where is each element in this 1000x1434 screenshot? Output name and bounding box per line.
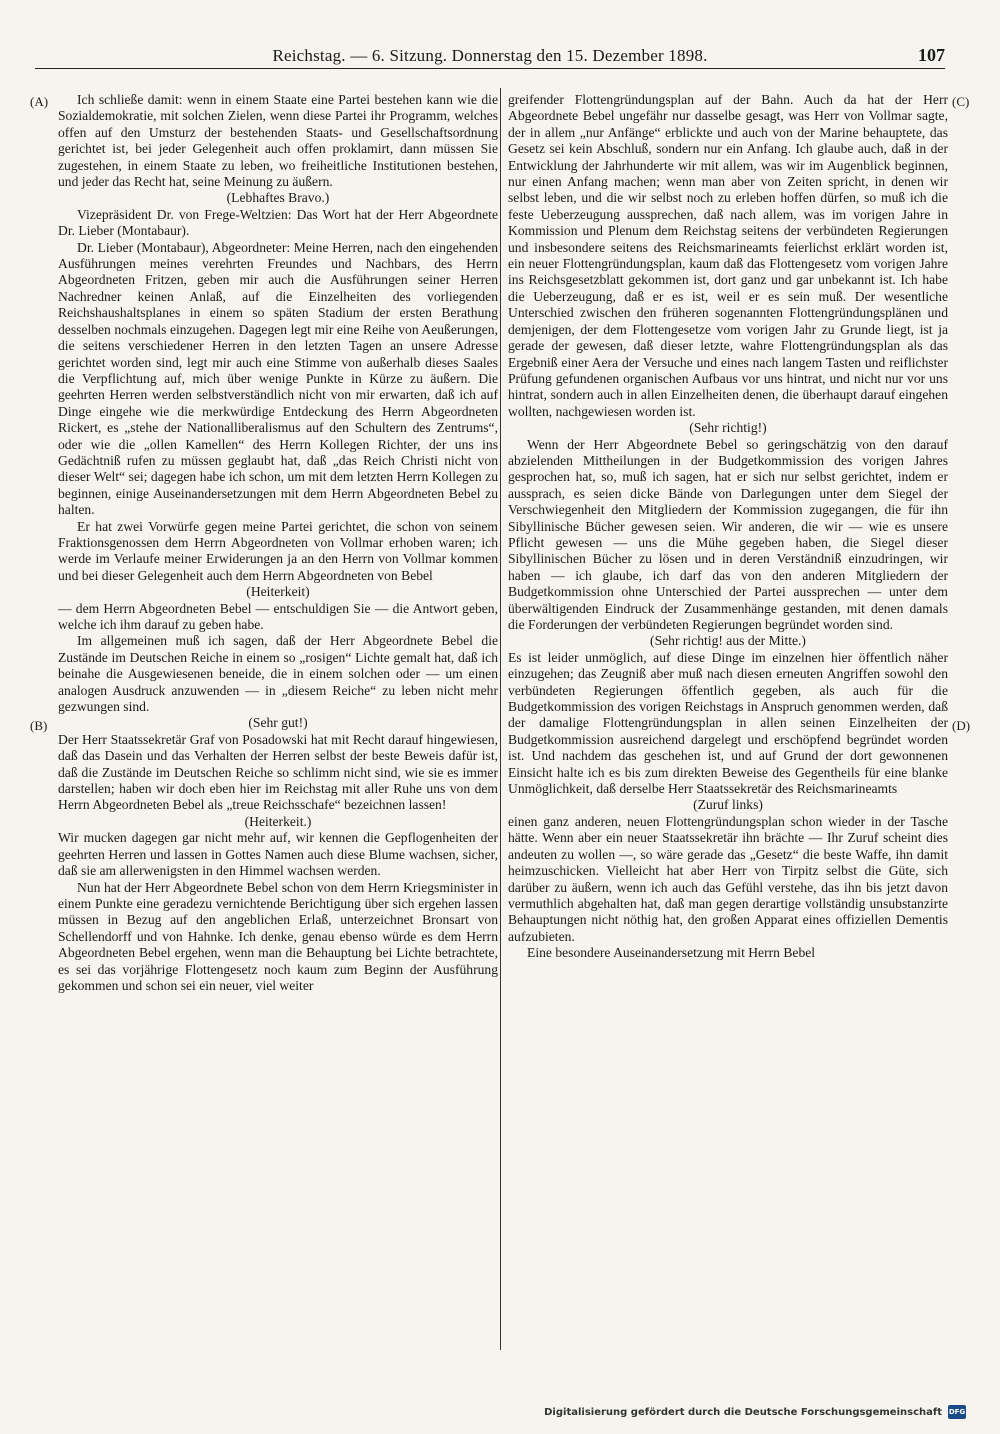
interjection: (Sehr richtig!): [689, 420, 767, 436]
running-header: [35, 46, 945, 69]
interjection: (Sehr gut!): [248, 715, 308, 731]
paragraph: einen ganz anderen, neuen Flottengründungsplan schon wieder in der Tasche hätte. Wenn aber ein neuer Staatssekretär ihn brächte — Ihr Zuruf scheint dies andeuten zu wollen —, so wäre gerade das „Gesetz“ die beste Waffe, ihn damit heimzuschicken. Vielleicht hat aber Herr von Tirpitz selbst die Güte, sich darüber zu äußern, wenn ich auch das Gefühl verstehe, das ihn bis jetzt davon vermuthlich abgehalten hat, daß man gegen derartige vollständig unsubstanzirte Behauptungen nicht nöthig hat, den großen Apparat eines offiziellen Dementis aufzubieten.: [508, 813, 948, 944]
paragraph: Vizepräsident Dr. von Frege-Weltzien: Das Wort hat der Herr Abgeordnete Dr. Lieber (Montabaur).: [58, 206, 498, 239]
margin-marker-d: (D): [952, 718, 971, 733]
paragraph: greifender Flottengründungsplan auf der Bahn. Auch da hat der Herr Abgeordnete Bebel ungefähr nur dasselbe gesagt, was Herr von Vollmar sagte, der in allem „nur Anfänge“ erblickte und auch von der Marine behauptete, das Gesetz sei kein Abschluß, sondern nur ein Anfang. Ich glaube auch, daß in der Entwicklung der Jahrhunderte wir mit allem, was wir im Augenblick beginnen, nur einen Anfang machen; wenn man aber von Zeiten spricht, in denen wir selbst leben, und die wir selbst noch zu erleben hoffen dürfen, so muß ich die feste Ueberzeugung aussprechen, daß nach allem, was im vorigen Jahre in Kommission und Plenum dem Reichstag seitens der verbündeten Regierungen und insbesondere seitens des Reichsmarineamts feierlichst erklärt worden ist, ein neuer Flottengründungsplan, kaum daß das Flottengesetz vom vorigen Jahre ins Reichsgesetzblatt gekommen ist, dort ganz und gar unbekannt ist. Ich habe die Ueberzeugung, daß er es ist, weil er es sein muß. Der wesentliche Unterschied zwischen den früheren sogenannten Flottengründungsplänen und demjenigen, der dem Flottengesetze vom vorigen Jahr zu Grunde liegt, ist ja gerade der gewesen, daß dieser letzte, wahre Flottengründungsplan als das Ergebniß einer Aera der Versuche und eines nach langem Tasten und reiflichster Prüfung gefundenen organischen Aufbaus vor uns hintrat, und nicht nur vor uns hintrat, sondern auch in allen Einzelheiten denen, die überhaupt darauf eingehen wollten, nachgewiesen worden ist.: [508, 92, 948, 419]
interjection: (Zuruf links): [693, 797, 763, 813]
paragraph: Dr. Lieber (Montabaur), Abgeordneter: Meine Herren, nach den eingehenden Ausführungen meines verehrten Freundes und Nachbars, des Herrn Abgeordneten Fritzen, geben mir auch die Ausführungen seiner Herren Nachredner keinen Anlaß, auf die Einzelheiten des vorliegenden Reichshaushaltsplanes in einem so späten Stadium der ersten Berathung desselben nochmals einzugehen. Dagegen legt mir eine Reihe von Aeußerungen, die seitens verschiedener Herren in den letzten Tagen an unsere Adresse gerichtet worden sind, legt mir auch eine Stimme von außerhalb dieses Saales die Verpflichtung auf, mich über wenige Punkte in Kürze zu äußern. Die geehrten Herren werden selbstverständlich nicht von mir erwarten, daß ich auf Dinge eingehe wie die merkwürdige Entdeckung des Herrn Abgeordneten Rickert, es „stehe der Nationalliberalismus auf den Schultern des Zentrums“, oder wie die „ollen Kamellen“ des Herrn Kollegen Richter, der uns ins Gedächtniß rufen zu müssen geglaubt hat, daß „das Reich Christi nicht von dieser Welt“ sei; dagegen habe ich schon, um mit dem letzten Herrn Kollegen zu beginnen, einige Auseinandersetzungen mit dem Herrn Abgeordneten Bebel zu halten.: [58, 239, 498, 518]
paragraph: Im allgemeinen muß ich sagen, daß der Herr Abgeordnete Bebel die Zustände im Deutschen Reiche in einem so „rosigen“ Lichte gemalt hat, daß ich beinahe die Ausgewiesenen beneide, die in einem solchen oder — um einen analogen Ausdruck anzuwenden — in „diesem Reiche“ zu leben nicht mehr gezwungen sind.: [58, 633, 498, 715]
interjection: (Heiterkeit): [246, 584, 310, 600]
paragraph: — dem Herrn Abgeordneten Bebel — entschuldigen Sie — die Antwort geben, welche ich ihm darauf zu geben habe.: [58, 600, 498, 632]
paragraph: Ich schließe damit: wenn in einem Staate eine Partei bestehen kann wie die Sozialdemokratie, mit solchen Zielen, wenn diese Partei ihr Programm, welches offen auf den Umsturz der bestehenden Staats- und Gesellschaftsordnung gerichtet ist, bei jeder Gelegenheit auch offen proklamirt, dann müssen Sie zugestehen, in einem Staate zu leben, wo freiheitliche Institutionen bestehen, und jeder das Recht hat, seine Meinung zu äußern.: [58, 92, 498, 190]
margin-marker-a: (A): [30, 94, 49, 109]
paragraph: Der Herr Staatssekretär Graf von Posadowski hat mit Recht darauf hingewiesen, daß das Dasein und das Verhalten der Herren selbst der beste Beweis dafür ist, daß die Zustände im Deutschen Reiche so schlimm nicht sind, wie sie es immer darstellen; haben wir doch eben hier im Reichstag mit aller Ruhe uns von dem Herrn Abgeordneten Bebel als „treue Reichsschafe“ bezeichnen lassen!: [58, 731, 498, 813]
paragraph: Es ist leider unmöglich, auf diese Dinge im einzelnen hier öffentlich näher einzugehen; das Zeugniß aber muß nach diesen erneuten Angriffen sowohl den verbündeten Regierungen öffentlich gegeben, als auch für die Budgetkommission des vorigen Reichstags in Anspruch genommen werden, daß der damalige Flottengründungsplan in allen seinen Einzelheiten der Budgetkommission ausreichend dargelegt und erschöpfend begründet worden ist. Und nachdem das geschehen ist, und auf Grund der dort gewonnenen Einsicht halte ich es bis zum direkten Beweise des Gegentheils für eine blanke Unmöglichkeit, daß derselbe Herr Staatssekretär des Reichsmarineamts: [508, 649, 948, 797]
footer: [544, 1405, 966, 1419]
interjection: (Sehr richtig! aus der Mitte.): [650, 633, 806, 649]
column-divider: [500, 88, 501, 1350]
margin-marker-c: (C): [952, 94, 970, 109]
dfg-logo: DFG: [948, 1405, 966, 1419]
page-number: 107: [918, 45, 945, 65]
paragraph: Wenn der Herr Abgeordnete Bebel so geringschätzig von den darauf abzielenden Mittheilungen in der Budgetkommission des vorigen Jahres gesprochen hat, so, muß ich sagen, hat er sich nur selbst gerichtet, indem er aussprach, es seien dicke Bände von Darlegungen unter dem Siegel der Verschwiegenheit den Mitgliedern der Kommission zugegangen, die für ihn Sibyllinische Bücher gewesen seien. Wir anderen, die wir — wie es unsere Pflicht gewesen — uns die Mühe gegeben haben, die Siegel dieser Sibyllinischen Bücher zu lösen und in deren Verständniß einzudringen, wir haben — ich glaube, ich darf das von den anderen Mitgliedern der Budgetkommission ohne Unterschied der Partei aussprechen — unter dem überwältigenden Eindruck der Zusammenhänge gestanden, mit denen damals die Forderungen der verbündeten Regierungen begründet worden sind.: [508, 436, 948, 632]
paragraph: Nun hat der Herr Abgeordnete Bebel schon von dem Herrn Kriegsminister in einem Punkte eine geradezu vernichtende Berichtigung über sich ergehen lassen müssen in Bezug auf den angeblichen Erlaß, unterzeichnet Bronsart von Schellendorff und von Hahnke. Ich denke, genau ebenso würde es dem Herrn Abgeordneten Bebel ergehen, wenn man die Behauptung bei Lichte betrachtete, es sei das vorjährige Flottengesetz noch kaum zum Beginn der Ausführung gekommen und schon sei ein neuer, viel weiter: [58, 879, 498, 993]
left-column: [58, 92, 498, 1344]
margin-marker-b: (B): [30, 718, 48, 733]
interjection: (Lebhaftes Bravo.): [226, 190, 330, 206]
digitization-credit: Digitalisierung gefördert durch die Deutsche Forschungsgemeinschaft: [544, 1406, 942, 1418]
running-title: Reichstag. — 6. Sitzung. Donnerstag den 15. Dezember 1898.: [272, 46, 708, 65]
paragraph: Eine besondere Auseinandersetzung mit Herrn Bebel: [527, 945, 816, 961]
paragraph: Wir mucken dagegen gar nicht mehr auf, wir kennen die Gepflogenheiten der geehrten Herren und lassen in Gottes Namen auch diese Blume wachsen, sicher, daß sie am allerwenigsten in den Himmel wachsen werden.: [58, 830, 498, 879]
paragraph: Er hat zwei Vorwürfe gegen meine Partei gerichtet, die schon von seinem Fraktionsgenossen dem Herrn Abgeordneten von Vollmar erhoben waren; ich werde im Verlaufe meiner Erwiderungen ja an den Herrn von Vollmar kommen und bei dieser Gelegenheit auch dem Herrn Abgeordneten von Bebel: [58, 518, 498, 583]
interjection: (Heiterkeit.): [244, 813, 312, 829]
right-column: [508, 92, 948, 1344]
